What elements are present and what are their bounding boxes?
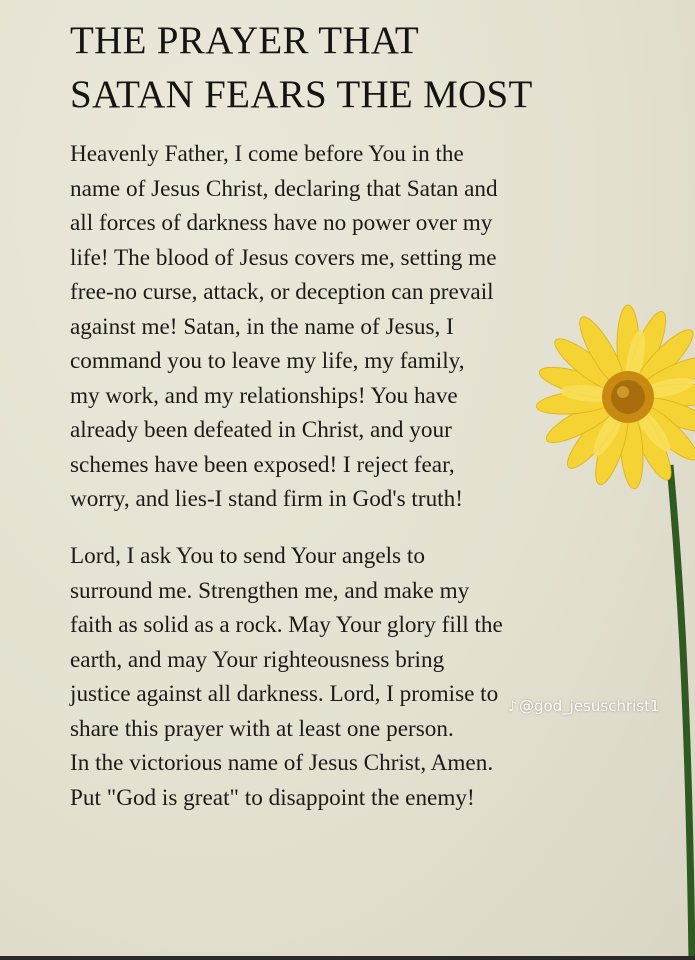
text-line: already been defeated in Christ, and your xyxy=(70,417,452,443)
watermark-handle: @god_jesuschrist1 xyxy=(518,697,660,715)
daisy-flower-icon xyxy=(520,295,695,960)
text-line: worry, and lies-I stand firm in God's truth! xyxy=(70,486,463,512)
text-line: faith as solid as a rock. May Your glory fill the xyxy=(70,612,503,638)
text-line: life! The blood of Jesus covers me, setting me xyxy=(70,244,497,271)
text-line: my work, and my relationships! You have xyxy=(70,382,458,409)
text-line: share this prayer with at least one person. xyxy=(70,715,454,742)
text-line: schemes have been exposed! I reject fear, xyxy=(70,451,455,478)
text-line: name of Jesus Christ, declaring that Satan and xyxy=(70,175,498,202)
text-line: all forces of darkness have no power over my xyxy=(70,210,493,236)
bottom-divider xyxy=(0,956,695,960)
text-line: justice against all darkness. Lord, I promise to xyxy=(70,681,499,707)
prayer-paragraph-1 xyxy=(70,137,498,517)
text-line: against me! Satan, in the name of Jesus, I xyxy=(70,313,454,340)
text-line: Put "God is great" to disappoint the enemy! xyxy=(70,784,475,811)
text-line: free-no curse, attack, or deception can prevail xyxy=(70,279,494,305)
watermark xyxy=(508,697,660,715)
title-line-2: SATAN FEARS THE MOST xyxy=(70,73,533,116)
text-line: In the victorious name of Jesus Christ, Amen. xyxy=(70,750,494,776)
tiktok-icon: ♪ xyxy=(508,699,517,715)
text-line: command you to leave my life, my family, xyxy=(70,348,465,374)
page-title xyxy=(70,14,630,122)
title-line-1: THE PRAYER THAT xyxy=(70,19,420,62)
prayer-paragraph-2 xyxy=(70,539,503,815)
text-line: Heavenly Father, I come before You in the xyxy=(70,141,464,167)
text-line: Lord, I ask You to send Your angels to xyxy=(70,543,425,569)
text-line: surround me. Strengthen me, and make my xyxy=(70,577,470,604)
text-line: earth, and may Your righteousness bring xyxy=(70,646,445,673)
